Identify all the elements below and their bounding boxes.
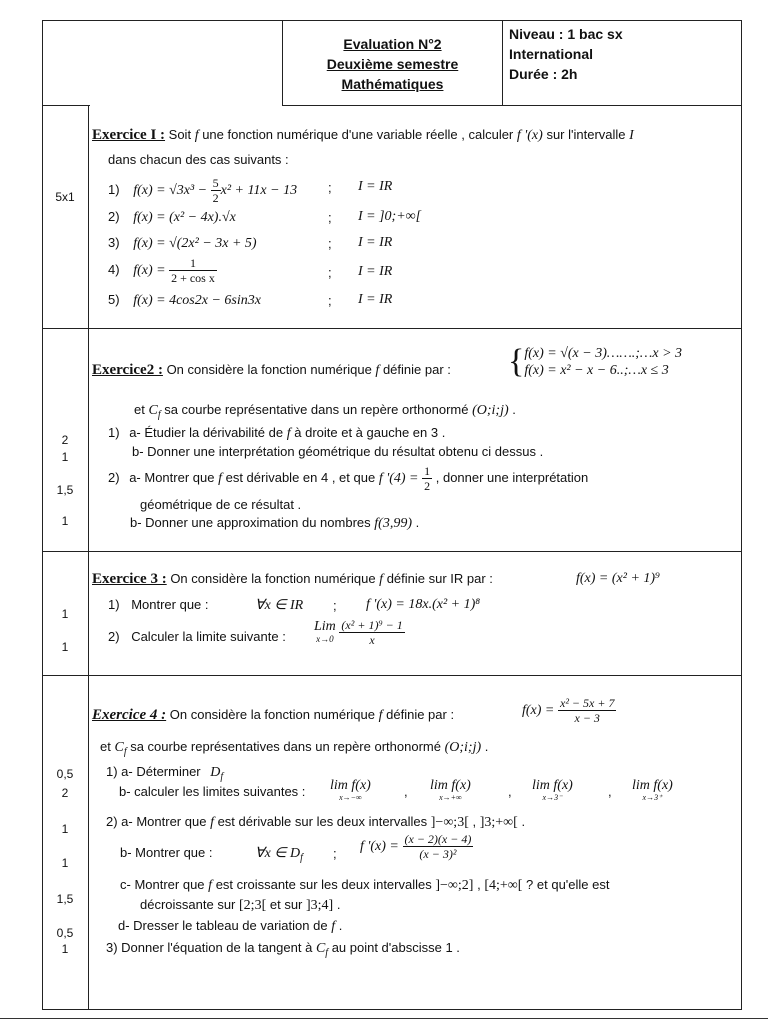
ex1-item-2-interval: I = ]0;+∞[ [358,209,422,224]
ex4-q2b-text: b- Montrer que : [120,845,213,860]
ex1-item-3-number: 3) [108,235,120,250]
ex3-q2-lim-sub: x→0 [316,633,334,644]
ex2-q2-number: 2) [108,469,120,485]
ex1-item-4-expr: f(x) = [133,262,170,278]
ex3-q1-sep: ; [333,598,337,613]
ex2-q1b: b- Donner une interprétation géométrique du résultat obtenu ci dessus . [132,444,544,459]
ex4-limit-4-expr: lim f(x) [632,778,673,793]
exercise-divider-1 [42,328,742,329]
ex1-fprime-symbol: f '(x) [516,128,543,143]
ex1-item-5 [108,292,261,309]
ex4-limit-1-sub: x→−∞ [339,793,362,802]
ex4-limit-sep-3: , [608,784,612,799]
ex4-q2c [120,877,609,894]
header-title-evaluation: Evaluation N°2 [343,36,442,52]
header-info-block [509,24,739,84]
page-bottom-line [0,1018,768,1019]
ex3-title: Exercice 3 : [92,571,167,587]
ex4-q2b-fraction [403,832,474,861]
ex4-limit-1-expr: lim f(x) [330,778,371,793]
ex2-line2-text: sa courbe représentative dans un repère orthonormé [164,402,469,417]
ex4-q2c-end: . [336,897,341,912]
ex4-f-symbol: f [378,708,383,723]
ex2-q2b-end: . [415,515,420,530]
ex4-q2b-forall: ∀x ∈ D [255,846,301,861]
ex4-function-den: x − 3 [574,711,600,725]
ex1-item-4-sep: ; [328,265,332,280]
ex4-curve-subscript: f [123,746,127,758]
ex2-q2a-text-3: , donner une interprétation [435,469,589,485]
ex2-q2a-text-2: est dérivable en 4 , et que [225,469,376,485]
points-ex4-1: 0,5 [56,767,74,781]
ex2-f-symbol: f [375,363,380,378]
ex2-intro-text: On considère la fonction numérique [166,362,372,377]
ex4-q2d-end: . [338,918,343,933]
ex4-function-def [522,696,616,725]
ex4-q2c-text-2: est croissante sur les deux intervalles [215,877,432,892]
ex3-q2-lim: Lim [314,618,336,634]
ex4-q2c-and: et sur [269,897,303,912]
ex1-intro-text: Soit [168,127,192,142]
ex1-item-4-number: 4) [108,261,120,277]
ex1-item-3-sep: ; [328,236,332,251]
ex4-limit-2 [430,780,471,804]
header-title-subject: Mathématiques [341,76,444,92]
ex1-item-2-expr: f(x) = (x² − 4x).√x [133,210,236,225]
ex1-interval-symbol: I [629,128,634,143]
points-ex3-2: 1 [61,640,69,654]
ex2-q2a-text: a- Montrer que [129,469,215,485]
ex4-repere-symbol: (O;i;j) [444,740,482,755]
points-ex4-7: 1 [61,942,69,956]
ex4-q2b-sep: ; [333,846,337,861]
ex2-curve-symbol: C [148,403,158,418]
points-ex2-2: 1 [61,450,69,464]
header-niveau: Niveau : 1 bac sx [509,26,623,42]
ex1-item-1-expr: f(x) = √3x³ − [133,182,211,198]
ex4-curve-symbol: C [114,740,124,755]
ex2-q2a-fprime: f '(4) = [378,470,419,486]
ex4-q2d [118,918,342,935]
points-ex2-1: 2 [61,433,69,447]
points-ex4-3: 1 [61,822,69,836]
header-international: International [509,46,594,62]
ex4-limit-3 [532,780,573,804]
ex4-q2c-interval-4: ]3;4] [306,898,334,913]
ex1-item-2 [108,209,236,226]
ex2-line2-end: . [512,402,516,417]
ex3-q2-frac-den: x [369,633,375,647]
ex1-item-4-interval: I = IR [358,264,393,279]
ex1-item-4 [108,256,217,285]
ex3-q1-number: 1) [108,597,120,612]
ex1-item-5-expr: f(x) = 4cos2x − 6sin3x [133,293,261,308]
ex4-q2c-comma: , [477,877,481,892]
ex4-limit-2-expr: lim f(x) [430,778,471,793]
ex1-item-1-number: 1) [108,181,120,197]
ex3-q2-frac-num: (x² + 1)⁹ − 1 [341,618,403,632]
ex1-intro-line2: dans chacun des cas suivants : [108,152,289,167]
ex4-line2-text: sa courbe représentatives dans un repère orthonormé [130,739,441,754]
ex4-q2a-f: f [210,815,214,830]
ex3-q1-expr2: f '(x) = 18x.(x² + 1)⁸ [366,597,481,612]
ex1-f-symbol: f [194,128,199,143]
ex1-item-4-frac-den: 2 + cos x [171,271,215,285]
ex1-item-1-fraction [211,176,221,205]
ex4-q1a-domain: D [210,765,221,780]
exercise-divider-2 [42,551,742,552]
ex4-q2c-line2-text: décroissante sur [140,897,236,912]
ex1-item-5-sep: ; [328,293,332,308]
ex1-item-2-sep: ; [328,210,332,225]
ex4-q2c-text: c- Montrer que [120,877,205,892]
ex4-intro-text: On considère la fonction numérique [169,707,375,722]
ex2-q2a-frac-num: 1 [424,464,431,478]
ex1-item-3-interval: I = IR [358,235,393,250]
ex3-q2-lim-block [314,618,336,645]
ex1-item-3 [108,235,257,252]
ex2-system-brace: { [508,343,525,380]
points-column-divider [88,106,89,1010]
ex2-line2 [134,402,516,421]
ex4-q2a-end: . [521,814,526,829]
ex4-q2b-fprime: f '(x) = [360,838,399,854]
ex4-limit-sep-1: , [404,784,408,799]
ex2-q1-number: 1) [108,425,120,440]
ex3-q1 [108,597,209,612]
ex4-q2b-derivative [360,832,473,861]
ex3-q2-limit [314,618,405,647]
ex1-item-1 [108,176,297,205]
ex4-limit-sep-2: , [508,784,512,799]
points-ex3-1: 1 [61,607,69,621]
ex1-item-1-frac-den: 2 [212,191,219,205]
ex4-limit-1 [330,780,371,804]
ex4-q2a-text: 2) a- Montrer que [106,814,207,829]
ex4-q3 [106,940,460,959]
ex4-q1a-domain-sub: f [220,771,224,783]
header-left-divider [42,105,90,106]
ex3-f-symbol: f [379,572,384,587]
ex4-q2b-domain-sub: f [300,852,303,864]
points-ex4-4: 1 [61,856,69,870]
ex4-q2c-line2 [140,897,340,914]
ex1-item-3-expr: f(x) = √(2x² − 3x + 5) [133,236,257,251]
ex3-function-expr: f(x) = (x² + 1)⁹ [576,571,660,586]
ex4-line2-et: et [100,739,111,754]
points-ex4-2: 2 [61,786,69,800]
ex2-q2b-expr: f(3,99) [374,516,412,531]
ex3-q1-expr1: ∀x ∈ IR [255,598,304,613]
ex4-q3-curve: C [315,941,326,956]
ex4-limit-2-sub: x→+∞ [439,793,462,802]
ex3-intro-text: On considère la fonction numérique [170,571,376,586]
ex3-q2-fraction [339,618,404,647]
points-ex2-3: 1,5 [56,483,74,497]
exercise-divider-3 [42,675,742,676]
ex4-intro-line [92,707,454,724]
ex4-intro-text-2: définie par : [386,707,455,722]
ex4-function-num: x² − 5x + 7 [560,696,615,710]
ex4-q2d-f: f [331,919,336,934]
points-ex1: 5x1 [55,190,75,204]
ex2-q2a-line2: géométrique de ce résultat . [140,497,302,512]
ex3-q2-number: 2) [108,629,120,644]
ex4-q2a-text-2: est dérivable sur les deux intervalles [217,814,428,829]
ex3-q2-text: Calculer la limite suivante : [131,629,286,644]
points-ex4-6: 0,5 [56,926,74,940]
ex4-q2a-comma: , [472,814,477,829]
ex4-q3-text: 3) Donner l'équation de la tangent à [106,940,313,955]
ex2-q1a-f: f [286,426,291,441]
ex2-q2a [108,464,588,493]
ex4-q2b-frac-num: (x − 2)(x − 4) [404,832,472,846]
ex3-q2 [108,629,286,644]
points-ex2-4: 1 [61,514,69,528]
ex4-q1b-text: b- calculer les limites suivantes : [119,784,306,799]
ex1-intro-line [92,127,634,144]
points-ex4-5: 1,5 [56,892,74,906]
ex2-q2a-f: f [218,470,222,486]
ex1-item-1-sep: ; [328,180,332,195]
ex3-intro-text-2: définie sur IR par : [386,571,493,586]
header-duree: Durée : 2h [509,66,578,82]
ex2-system-line-2: f(x) = x² − x − 6..;…x ≤ 3 [524,363,669,378]
ex4-q1a [106,764,223,783]
ex2-q2b [130,515,419,532]
ex1-item-5-number: 5) [108,292,120,307]
ex2-system [508,345,682,379]
ex1-item-4-frac-num: 1 [169,256,217,271]
ex2-repere-symbol: (O;i;j) [472,403,509,418]
ex1-item-1-frac-num: 5 [212,176,219,190]
ex1-title: Exercice I : [92,127,166,143]
ex4-q2a [106,814,525,831]
ex4-title: Exercice 4 : [92,707,167,723]
header-title-semester: Deuxième semestre [326,56,459,72]
ex4-limit-4 [632,780,673,804]
header-title-block [282,20,503,106]
ex2-q1a-text-2: à droite et à gauche en 3 . [294,425,446,440]
ex1-item-1-expr2: x² + 11x − 13 [220,182,298,198]
ex2-intro-line [92,362,451,379]
ex3-intro-line [92,571,493,588]
ex2-title: Exercice2 : [92,362,163,378]
ex2-intro-text-2: définie par : [382,362,451,377]
ex1-item-1-interval: I = IR [358,179,393,194]
ex2-system-lines [524,345,682,379]
ex2-q2a-frac-den: 2 [424,479,431,493]
ex4-line2-end: . [484,739,489,754]
ex1-intro-text-2: une fonction numérique d'une variable réelle , calculer [202,127,514,142]
ex4-q2c-interval-2: [4;+∞[ [484,878,523,893]
ex4-limit-3-sub: x→3⁻ [542,793,563,802]
ex4-q1a-text: 1) a- Déterminer [106,764,201,779]
ex4-q2c-interval-3: [2;3[ [239,898,267,913]
ex4-q2c-text-3: ? et qu'elle est [526,877,610,892]
ex3-q1-text: Montrer que : [131,597,209,612]
ex2-line2-et: et [134,402,145,417]
ex2-q1a [108,425,445,442]
ex1-item-4-fraction [169,256,217,285]
ex4-line2 [100,739,488,758]
ex4-function-fraction [558,696,616,725]
ex2-curve-subscript: f [157,409,161,421]
ex4-q2c-interval-1: ]−∞;2] [435,878,474,893]
ex2-q2b-text: b- Donner une approximation du nombres [130,515,371,530]
ex2-q2a-fraction [422,464,432,493]
ex4-q2d-text: d- Dresser le tableau de variation de [118,918,328,933]
ex4-q3-curve-sub: f [325,947,329,959]
ex2-q1a-text: a- Étudier la dérivabilité de [129,425,284,440]
ex2-system-line-1: f(x) = √(x − 3)…….;…x > 3 [524,346,683,361]
ex1-item-5-interval: I = IR [358,292,393,307]
ex4-limit-4-sub: x→3⁺ [642,793,663,802]
ex4-function-fx: f(x) = [522,702,555,718]
ex4-q2b-frac-den: (x − 3)² [419,847,457,861]
ex4-q2b-expr1 [255,845,303,864]
ex4-limit-3-expr: lim f(x) [532,778,573,793]
ex4-q3-end: au point d'abscisse 1 . [331,940,460,955]
ex1-item-2-number: 2) [108,209,120,224]
ex4-q2a-interval-1: ]−∞;3[ [430,815,469,830]
ex4-q2a-interval-2: ]3;+∞[ [479,815,518,830]
ex1-intro-text-3: sur l'intervalle [546,127,626,142]
ex4-q2c-f: f [208,878,213,893]
